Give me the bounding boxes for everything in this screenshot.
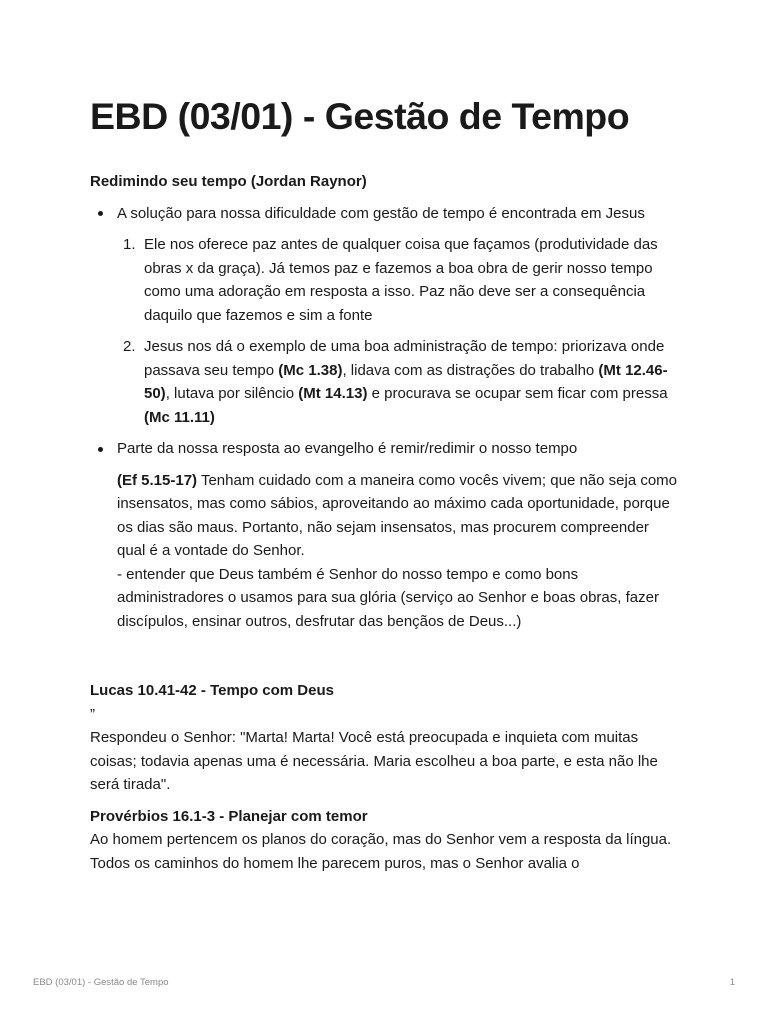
bullet-text: A solução para nossa dificuldade com gestão de tempo é encontrada em Jesus xyxy=(117,204,645,222)
section-heading-proverbios: Provérbios 16.1-3 - Planejar com temor xyxy=(90,807,368,825)
lucas-text: Respondeu o Senhor: "Marta! Marta! Você está preocupada e inquieta com muitas coisas; todavia apenas uma é necessária. Maria escolheu a boa parte, e esta não lhe será tirada". xyxy=(90,729,658,793)
proverbios-text: Ao homem pertencem os planos do coração, mas do Senhor vem a resposta da língua. Todos os caminhos do homem lhe parecem puros, mas o Senhor avalia o xyxy=(90,831,672,872)
text-fragment: Jesus nos dá o exemplo de uma boa administração de tempo: priorizava onde passava seu tempo xyxy=(144,338,665,379)
bullet-dot-icon xyxy=(98,447,103,452)
text-fragment: , lidava com as distrações do trabalho xyxy=(342,361,599,379)
bible-reference: (Mt 14.13) xyxy=(298,385,368,402)
section-heading-lucas: Lucas 10.41-42 - Tempo com Deus xyxy=(90,682,334,699)
bullet-dot-icon xyxy=(98,211,103,216)
bible-reference: (Mt 12.46-50) xyxy=(144,361,668,402)
item-number: 1. xyxy=(123,236,136,253)
quote-text: Tenham cuidado com a maneira como vocês vivem; que não seja como insensatos, mas como sábios, aproveitando ao máximo cada oportunidade, porque os dias são maus. Portanto, não sejam insensatos, mas procurem compreender qual é a vontade do Senhor. xyxy=(117,471,678,559)
bible-reference: (Ef 5.15-17) xyxy=(117,471,198,489)
item-number: 2. xyxy=(123,338,136,355)
spacer xyxy=(90,797,680,805)
text-fragment: e procurava se ocupar sem ficar com pressa xyxy=(367,385,668,402)
text-fragment: , lutava por silêncio xyxy=(165,385,299,402)
footer-page-number: 1 xyxy=(729,977,735,988)
bible-reference: (Mc 11.11) xyxy=(144,408,215,426)
bullet-list xyxy=(90,202,680,634)
numbered-item-1 xyxy=(117,233,680,327)
bullet-text: Parte da nossa resposta ao evangelho é remir/redimir o nosso tempo xyxy=(117,440,578,457)
note-text: - entender que Deus também é Senhor do nosso tempo e como bons administradores o usamos para sua glória (serviço ao Senhor e boas obras, fazer discípulos, ensinar outros, desfrutar das bençãos de Deus...) xyxy=(117,565,659,630)
bullet-item-solucao xyxy=(90,202,680,430)
spacer xyxy=(90,641,680,679)
numbered-list xyxy=(117,233,680,429)
document-content xyxy=(90,92,680,875)
page-title: EBD (03/01) - Gestão de Tempo xyxy=(90,95,630,137)
quote-mark: ” xyxy=(90,705,95,723)
section-heading-redimindo: Redimindo seu tempo (Jordan Raynor) xyxy=(90,173,367,190)
item-text xyxy=(144,338,668,426)
footer-title: EBD (03/01) - Gestão de Tempo xyxy=(33,977,169,988)
bible-reference: (Mc 1.38) xyxy=(278,361,343,379)
scripture-quote xyxy=(117,469,680,563)
item-text: Ele nos oferece paz antes de qualquer coisa que façamos (produtividade das obras x da graça). Já temos paz e fazemos a boa obra de gerir nosso tempo como uma adoração em resposta a isso. Paz não deve ser a consequência daquilo que fazemos e sim a fonte xyxy=(144,236,658,324)
numbered-item-2 xyxy=(117,335,680,429)
bullet-item-resposta xyxy=(90,437,680,633)
